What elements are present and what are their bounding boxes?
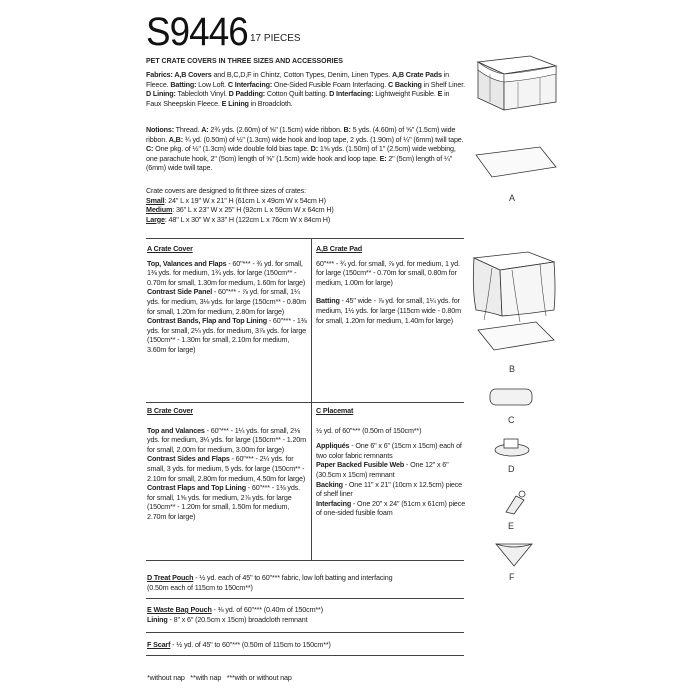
divider [146, 238, 464, 239]
section-c-placemat [316, 406, 466, 518]
crate-pad-b-illustration [470, 318, 560, 358]
item-label: Batting [316, 296, 340, 306]
item-label: Top and Valances [147, 425, 205, 435]
item-value: - 60"*** - 1⅜ yds. for small, 1⅝ yds. for medium, 2⅞ yds. for large (150cm** - 1.20m for small, 1.50m for medium, 2.70m for large) [147, 483, 300, 521]
notions-text: 5 yds. (4.60m) of ⅝" (1.5cm) wide ribbon. [146, 125, 456, 144]
size-value: : 36" L x 23" W x 25" H (92cm L x 59cm W x 64cm H) [172, 205, 334, 215]
section-ab-crate-pad [316, 244, 466, 325]
waste-bag-e-illustration [500, 488, 530, 516]
fabrics-text: Cotton Quilt batting. [265, 89, 330, 99]
section-heading: A,B Crate Pad [316, 244, 362, 253]
notions-label: B: [343, 125, 351, 134]
crate-pad-a-illustration [470, 143, 560, 183]
section-heading: C Placemat [316, 406, 354, 415]
fabrics-text: One-Sided Fusible Foam Interfacing. [272, 79, 388, 89]
section-heading: D Treat Pouch [147, 573, 194, 582]
section-heading: E Waste Bag Pouch [147, 605, 212, 614]
yardage-item [147, 483, 307, 521]
item-value: - ½ yd. each of 45" to 60"*** fabric, low loft batting and interfacing [193, 573, 393, 582]
sizes-block [146, 186, 466, 224]
yardage-item [316, 441, 466, 460]
notions-text: 2" (5cm) length of ¼" (6mm) wide twill tape. [146, 153, 453, 173]
fabrics-text: in Faux Sheepskin Fleece. [146, 89, 450, 108]
yardage-item [147, 316, 307, 354]
notions-label: D: [310, 144, 318, 154]
item-value: - One 12" x 6" (30.5cm x 15cm) remnant [316, 460, 449, 479]
section-a-crate-cover [147, 244, 307, 355]
fabrics-label: Fabrics: A,B Covers [146, 70, 212, 79]
divider [146, 560, 464, 561]
size-value: : 48" L x 30" W x 33" H (122cm L x 76cm W x 84cm H) [164, 214, 331, 224]
yardage-item [147, 259, 307, 288]
notions-label: Notions: [146, 125, 174, 134]
fabrics-text: Lightweight Fusible. [373, 89, 438, 99]
fabrics-label: D Interfacing: [329, 89, 374, 99]
item-value: 60"*** - ¾ yd. for small, ⅞ yd. for medium, 1 yd. for large (150cm** - 0.70m for small, 0.80m for medium, 1.00m for large) [316, 258, 460, 287]
yardage-item [316, 480, 466, 499]
item-value: - ½ yd. of 45" to 60"*** (0.50m of 115cm to 150cm**) [170, 640, 331, 649]
sizes-intro: Crate covers are designed to fit three sizes of crates: [146, 186, 306, 195]
section-heading: F Scarf [147, 640, 171, 649]
item-value: - One 11" x 21" (10cm x 12.5cm) piece of shelf liner [316, 479, 463, 499]
view-label-e: E [508, 521, 515, 531]
yardage-item [316, 296, 466, 325]
item-label: Top, Valances and Flaps [147, 258, 227, 268]
item-label: Contrast Bands, Flap and Top Lining [147, 316, 267, 326]
section-heading: B Crate Cover [147, 406, 193, 415]
notions-text: One pkg. of ½" (1.3cm) wide double fold bias tape. [153, 144, 311, 154]
notions-text: 1⅝ yds. (1.50m) of 1" (2.5cm) wide webbing, one parachute hook, 2" (5cm) length of ⅝" (1.5cm) wide hook and loop tape. [146, 144, 456, 163]
size-small [146, 196, 466, 206]
placemat-c-illustration [488, 387, 534, 407]
divider [146, 598, 464, 599]
piece-count: 17 PIECES [250, 33, 301, 44]
fabrics-label: Batting: [170, 79, 197, 89]
fabrics-text: Tablecloth Vinyl. [175, 89, 229, 99]
size-label: Medium [146, 205, 173, 215]
notions-label: A: [201, 125, 209, 134]
fabrics-text: and B,C,D,F in Chintz, Cotton Types, Denim, Linen Types. [211, 70, 392, 79]
item-value: - 60"*** - ⅞ yd. for small, 1¼ yds. for medium, 3⅛ yds. for large (150cm** - 0.80m for small, 1.20m for medium, 2.80m for large) [147, 287, 306, 316]
notions-text: Thread. [173, 125, 202, 134]
view-label-a: A [509, 193, 516, 203]
notions-text: ¾ yd. (0.50m) of ½" (1.3cm) wide hook and loop tape, 2 yds. (1.90m) of ¼" (6mm) twill tape. [182, 134, 464, 144]
size-label: Small [146, 195, 165, 205]
yardage-item [316, 499, 466, 518]
notions-label: C: [146, 144, 154, 154]
notions-paragraph [146, 125, 468, 173]
notions-label: E: [379, 153, 387, 163]
section-e-waste-bag [147, 605, 465, 624]
item-value: - 60"*** - 1¼ yds. for small, 2⅛ yds. for medium, 3¼ yds. for large (150cm** - 1.20m for small, 2.00m for medium, 3.00m for large) [147, 425, 306, 454]
view-label-b: B [509, 364, 516, 374]
item-value: (0.50m each of 115cm to 150cm**) [147, 582, 253, 592]
divider [311, 238, 312, 560]
item-label: Contrast Flaps and Top Lining [147, 483, 246, 493]
pattern-number: S9446 [146, 10, 248, 54]
yardage-item [147, 287, 307, 316]
item-value: - 60"*** - ¾ yd. for small, 1⅜ yds. for medium, 1¾ yds. for large (150cm** - 0.70m for small, 1.30m for medium, 1.60m for large) [147, 258, 306, 287]
treat-pouch-d-illustration [492, 436, 532, 458]
fabrics-label: A,B Crate Pads [392, 70, 442, 79]
notions-label: A,B: [168, 134, 183, 144]
item-label: Backing [316, 479, 343, 489]
divider [146, 632, 464, 633]
size-large [146, 215, 466, 225]
divider [146, 655, 464, 656]
item-label: Appliqués [316, 441, 350, 451]
divider [146, 402, 464, 403]
view-label-f: F [509, 572, 515, 582]
size-medium [146, 205, 466, 215]
notions-text: 2¾ yds. (2.60m) of ⅝" (1.5cm) wide ribbon. [208, 125, 344, 134]
item-value: ½ yd. of 60"*** (0.50m of 150cm**) [316, 425, 422, 435]
item-label: Contrast Sides and Flaps [147, 454, 230, 464]
crate-cover-a-illustration [470, 52, 560, 122]
footnote: *without nap **with nap ***with or without nap [147, 673, 292, 682]
yardage-item [316, 460, 466, 479]
fabrics-text: in Broadcloth. [248, 98, 293, 108]
item-value: - 60"*** - 2¼ yds. for small, 3 yds. for medium, 5 yds. for large (150cm** - 2.10m for small, 2.80m for medium, 4.50m for large) [147, 454, 306, 483]
section-heading: A Crate Cover [147, 244, 193, 253]
item-label: Lining [147, 614, 168, 624]
scarf-f-illustration [494, 538, 534, 568]
yardage-item [147, 454, 307, 483]
item-value: - ⅜ yd. of 60"*** (0.40m of 150cm**) [211, 605, 323, 614]
section-d-treat-pouch [147, 573, 465, 592]
fabrics-paragraph [146, 70, 466, 108]
item-value: - One 20" x 24" (51cm x 61cm) piece of one-sided fusible foam [316, 498, 466, 518]
item-label: Interfacing [316, 498, 352, 508]
fabrics-text: in Shelf Liner. [421, 79, 465, 89]
view-label-c: C [508, 415, 515, 425]
item-label: Contrast Side Panel [147, 287, 213, 297]
section-b-crate-cover [147, 406, 307, 522]
fabrics-text: in Fleece. [146, 70, 449, 89]
item-value: - 60"*** - 1⅜ yds. for small, 2¼ yds. for medium, 3⅞ yds. for large (150cm** - 1.30m for small, 2.10m for medium, 3.60m for large) [147, 316, 307, 354]
item-value: - 45" wide - ⅞ yd. for small, 1¼ yds. for medium, 1½ yds. for large (115cm wide - 0.80m for small, 1.20m for medium, 1.40m for large) [316, 296, 461, 325]
section-f-scarf [147, 640, 465, 650]
fabrics-label: D Padding: [228, 89, 266, 99]
item-value: - 8" x 6" (20.5cm x 15cm) broadcloth remnant [167, 614, 308, 624]
fabrics-label: E [437, 89, 443, 99]
fabrics-label: C Backing [387, 79, 422, 89]
fabrics-label: C Interfacing: [227, 79, 273, 89]
size-value: : 24" L x 19" W x 21" H (61cm L x 49cm W x 54cm H) [164, 195, 326, 205]
view-label-d: D [508, 464, 515, 474]
fabrics-label: D Lining: [146, 89, 176, 99]
item-value: - One 6" x 6" (15cm x 15cm) each of two color fabric remnants [316, 441, 462, 460]
fabrics-label: E Lining [221, 98, 249, 108]
size-label: Large [146, 214, 165, 224]
yardage-item [147, 426, 307, 455]
fabrics-text: Low Loft. [196, 79, 228, 89]
page-title: PET CRATE COVERS IN THREE SIZES AND ACCESSORIES [146, 58, 343, 65]
item-label: Paper Backed Fusible Web [316, 460, 405, 470]
